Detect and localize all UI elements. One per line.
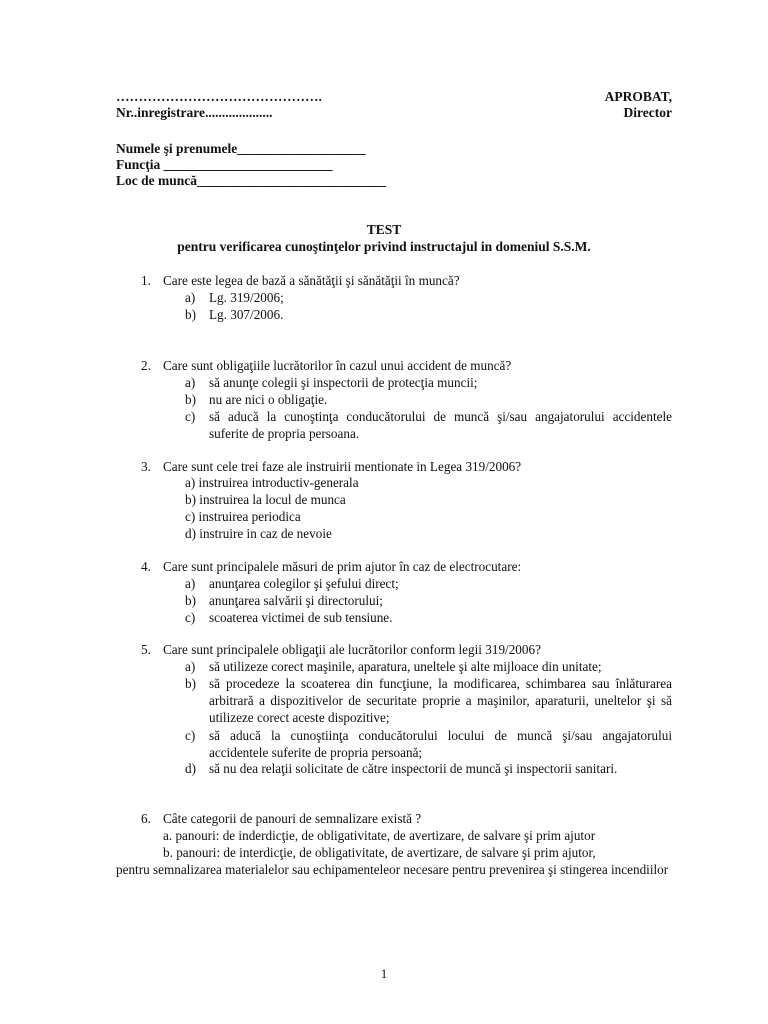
question-5: 5. Care sunt principalele obligaţii ale lucrătorilor conform legii 319/2006?: [141, 642, 541, 657]
function-field: Funcţia _________________________: [116, 157, 333, 172]
option-3d: d) instruire in caz de nevoie: [185, 526, 332, 541]
test-subtitle: pentru verificarea cunoştinţelor privind instructajul in domeniul S.S.M.: [177, 239, 591, 254]
option-2a: a) să anunţe colegii şi inspectorii de protecţia muncii;: [185, 375, 478, 390]
option-5c: c) să aducă la cunoştiinţa conducătorului locului de muncă şi/sau angajatorului accidentele suferite de propria persoană;: [185, 728, 672, 760]
name-field: Numele şi prenumele___________________: [116, 141, 366, 156]
option-6b-continuation: pentru semnalizarea materialelor sau echipamenteleor necesare pentru prevenirea şi stingerea incendiilor: [116, 862, 669, 877]
approved-label: APROBAT,: [604, 89, 672, 104]
director-label: Director: [623, 105, 672, 120]
option-4a: a) anunţarea colegilor şi şefului direct;: [185, 576, 399, 591]
option-3a: a) instruirea introductiv-generala: [185, 475, 359, 490]
option-6a: a. panouri: de inderdicţie, de obligativitate, de avertizare, de salvare şi prim ajutor: [163, 828, 596, 843]
option-5a: a) să utilizeze corect maşinile, aparatura, uneltele şi alte mijloace din unitate;: [185, 659, 602, 674]
registration-number: Nr..inregistrare....................: [116, 105, 273, 120]
dots-line: ……………………………………….: [116, 89, 322, 104]
option-2b: b) nu are nici o obligaţie.: [185, 392, 328, 407]
option-5d: d) să nu dea relaţii solicitate de către inspectorii de muncă şi inspectorii sanitari.: [185, 761, 618, 776]
question-6: 6. Câte categorii de panouri de semnalizare există ?: [141, 811, 422, 826]
option-3b: b) instruirea la locul de munca: [185, 492, 346, 507]
option-6b: b. panouri: de interdicţie, de obligativitate, de avertizare, de salvare şi prim ajutor,: [163, 845, 596, 860]
question-3: 3. Care sunt cele trei faze ale instruirii mentionate in Legea 319/2006?: [141, 459, 522, 474]
workplace-field: Loc de muncă____________________________: [116, 173, 386, 188]
option-2c: c) să aducă la cunoştinţa conducătorului de muncă şi/sau angajatorului accidentele suferite de propria persoana.: [185, 409, 672, 441]
option-5b: b) să procedeze la scoaterea din funcţiune, la modificarea, schimbarea sau înlăturarea arbitrară a dispozitivelor de securitate proprie a maşinilor, aparaturii, uneltelor şi să utilizeze corect aceste dispozitive;: [185, 676, 672, 725]
option-4c: c) scoaterea victimei de sub tensiune.: [185, 610, 393, 625]
option-3c: c) instruirea periodica: [185, 509, 301, 524]
question-1: 1. Care este legea de bază a sănătăţii şi sănătăţii în muncă?: [141, 273, 460, 288]
option-1a: a) Lg. 319/2006;: [185, 290, 284, 305]
test-title: TEST: [366, 222, 402, 237]
option-1b: b) Lg. 307/2006.: [185, 307, 284, 322]
question-4: 4. Care sunt principalele măsuri de prim ajutor în caz de electrocutare:: [141, 559, 522, 574]
page-number: 1: [380, 966, 388, 981]
question-2: 2. Care sunt obligaţiile lucrătorilor în cazul unui accident de muncă?: [141, 358, 512, 373]
option-4b: b) anunţarea salvării şi directorului;: [185, 593, 383, 608]
